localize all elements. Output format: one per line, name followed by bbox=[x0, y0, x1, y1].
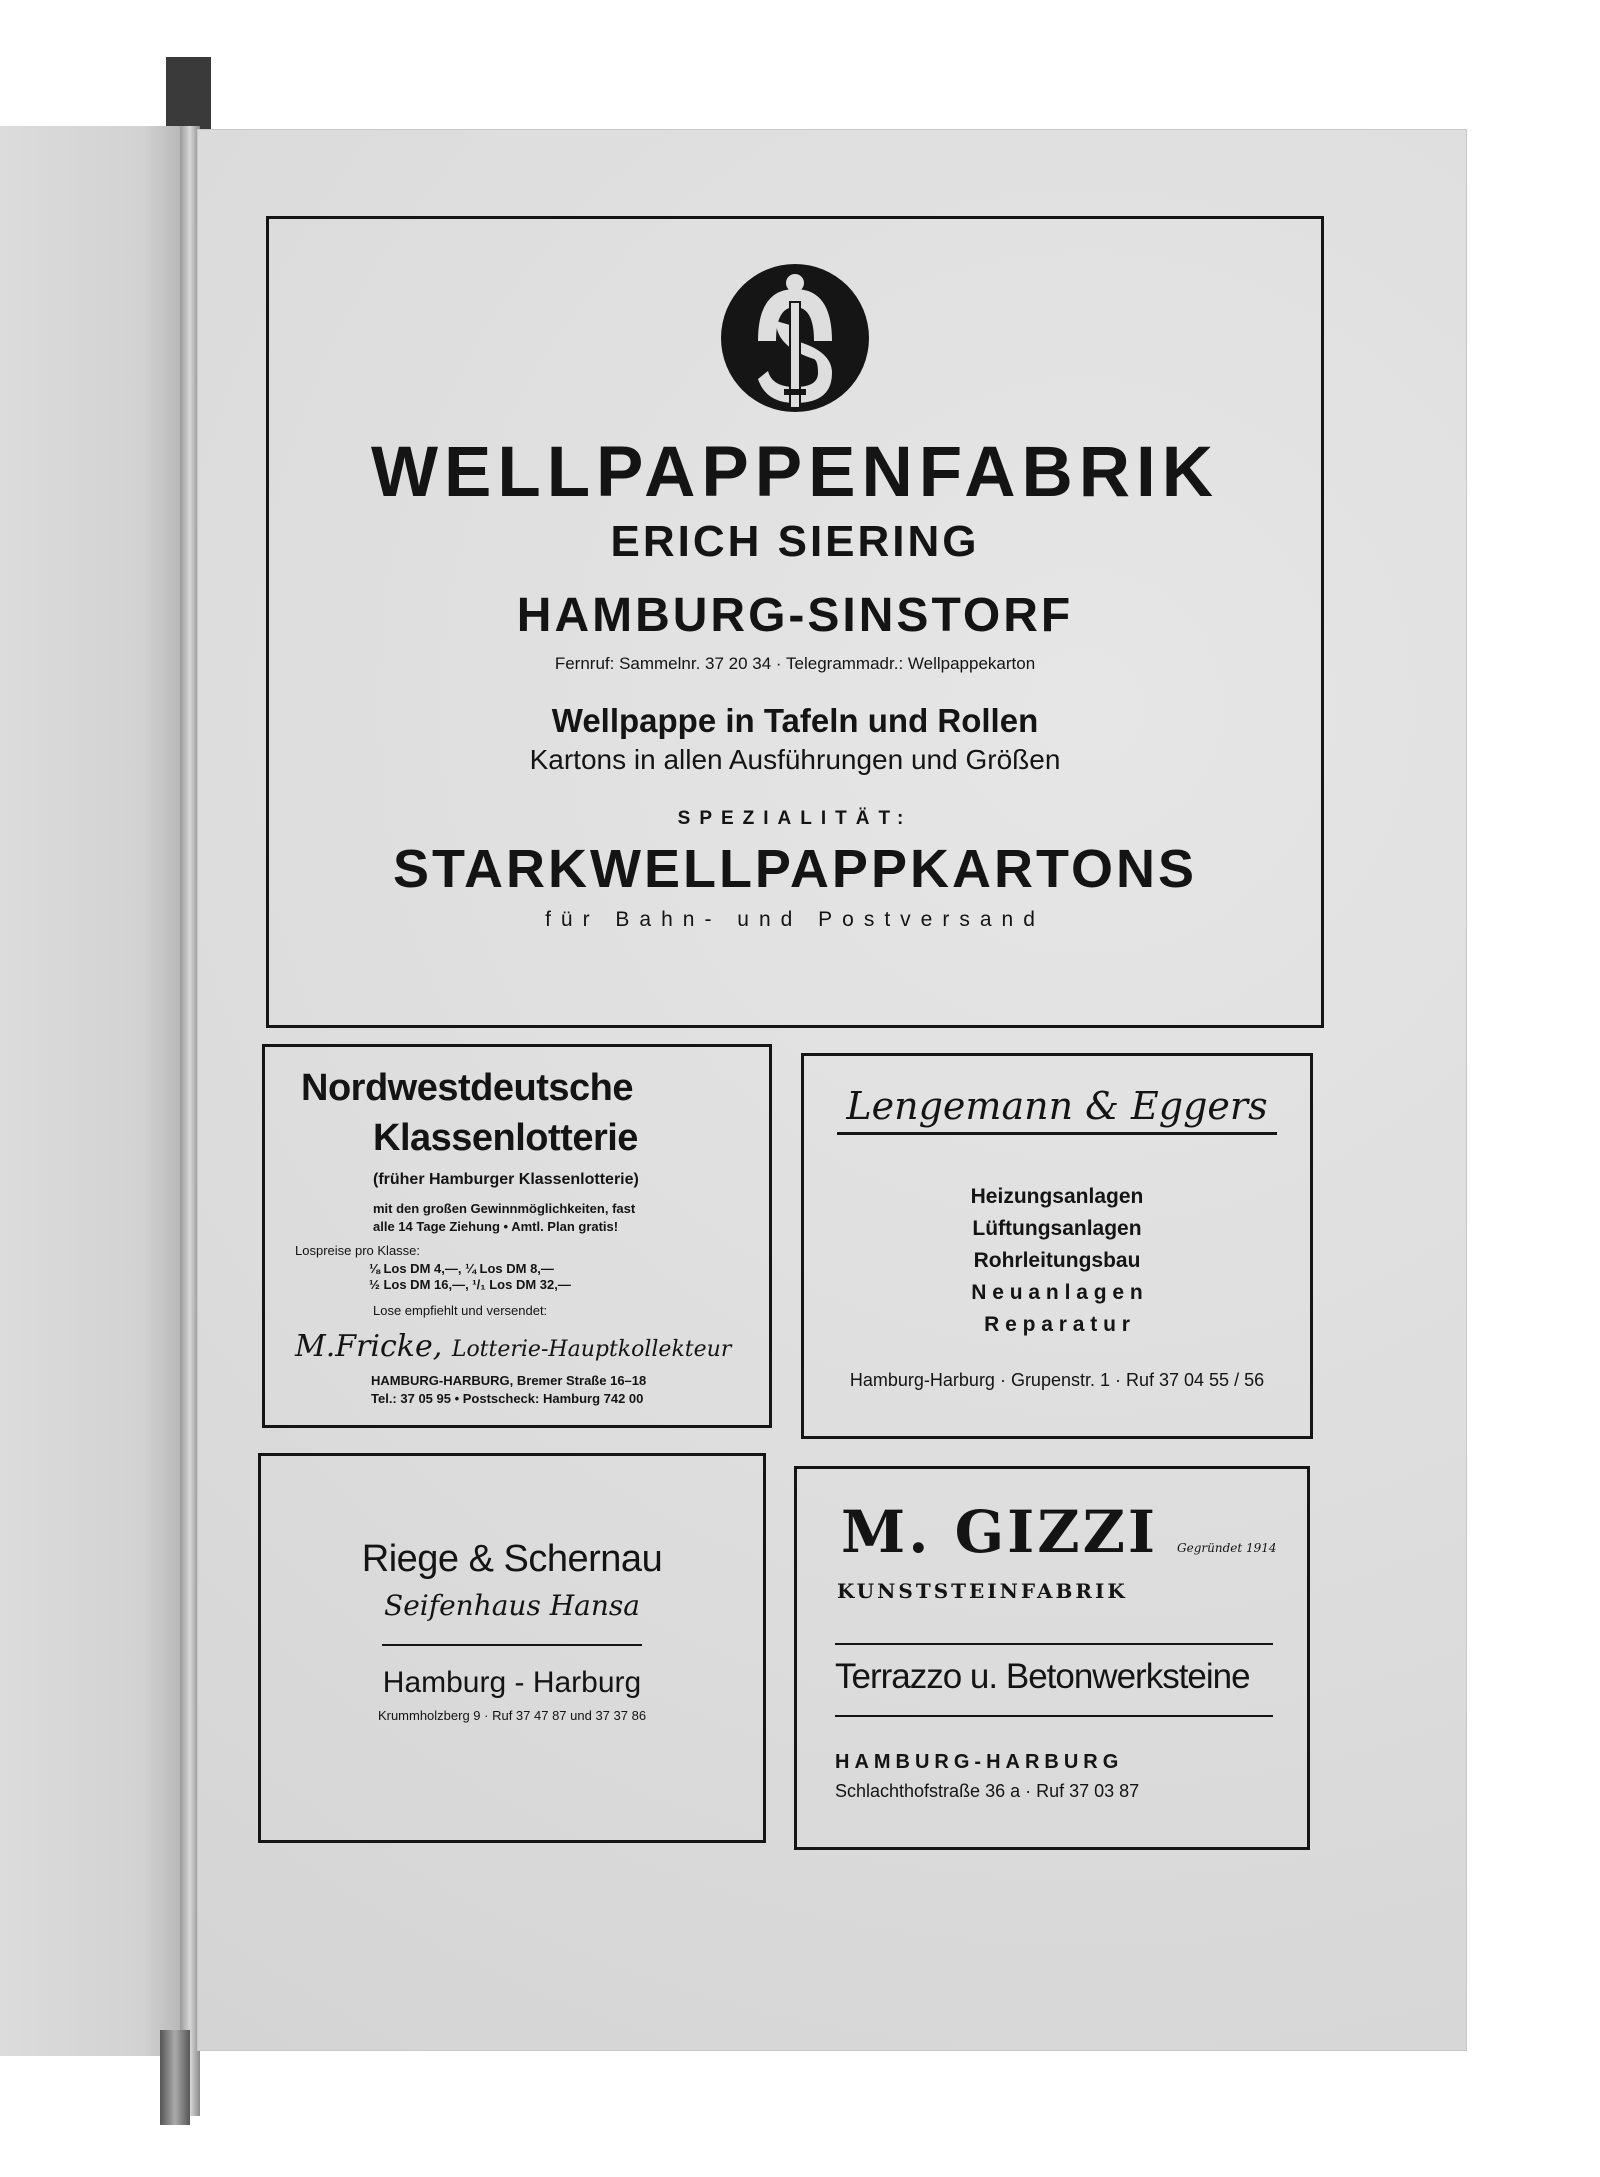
leng-service: Lüftungsanlagen bbox=[972, 1217, 1142, 1240]
ad-klassenlotterie bbox=[262, 1044, 772, 1428]
ad-lengemann-eggers bbox=[801, 1053, 1313, 1439]
leng-service: Heizungsanlagen bbox=[970, 1185, 1144, 1208]
ad-line-1: Wellpappe in Tafeln und Rollen bbox=[551, 702, 1039, 739]
siering-logo-icon bbox=[718, 261, 872, 419]
gizzi-name: M. GIZZI bbox=[841, 1498, 1159, 1566]
ad-city: HAMBURG-SINSTORF bbox=[516, 589, 1074, 642]
leng-service: R e p a r a t u r bbox=[984, 1313, 1130, 1336]
riege-subtitle: Seifenhaus Hansa bbox=[384, 1589, 640, 1622]
lotto-title-1: Nordwestdeutsche bbox=[301, 1067, 633, 1109]
ad-line-2: Kartons in allen Ausführungen und Größen bbox=[529, 744, 1061, 775]
gizzi-subtitle: KUNSTSTEINFABRIK bbox=[837, 1579, 1128, 1603]
lotto-recommend: Lose empfiehlt und versendet: bbox=[373, 1303, 548, 1318]
leng-title: Lengemann & Eggers bbox=[846, 1084, 1268, 1128]
leng-service: Rohrleitungsbau bbox=[973, 1249, 1141, 1272]
ad-special: STARKWELLPAPPKARTONS bbox=[392, 839, 1197, 899]
leng-services bbox=[804, 1181, 1310, 1341]
lotto-prices-label: Lospreise pro Klasse: bbox=[295, 1243, 421, 1258]
lotto-prices-2: ½ Los DM 16,—, ¹/₁ Los DM 32,— bbox=[369, 1277, 571, 1292]
ad-phone: Fernruf: Sammelnr. 37 20 34 · Telegrammadr.: Wellpappekarton bbox=[554, 654, 1036, 673]
lotto-subtitle: (früher Hamburger Klassenlotterie) bbox=[373, 1171, 639, 1188]
lotto-tel: Tel.: 37 05 95 • Postscheck: Hamburg 742 00 bbox=[371, 1391, 644, 1406]
ad-owner: ERICH SIERING bbox=[610, 517, 980, 566]
leng-service: N e u a n l a g e n bbox=[971, 1281, 1143, 1304]
gizzi-rule-top bbox=[835, 1643, 1273, 1645]
book-spine-bottom bbox=[160, 2030, 190, 2125]
left-page-edge bbox=[0, 126, 180, 2056]
gizzi-founded: Gegründet 1914 bbox=[1177, 1541, 1277, 1555]
lotto-signature bbox=[295, 1329, 731, 1364]
riege-title: Riege & Schernau bbox=[361, 1538, 663, 1580]
lotto-address: HAMBURG-HARBURG, Bremer Straße 16–18 bbox=[371, 1373, 647, 1388]
leng-rule bbox=[837, 1132, 1277, 1135]
gizzi-rule-bottom bbox=[835, 1715, 1273, 1717]
riege-address: Krummholzberg 9 · Ruf 37 47 87 und 37 37 86 bbox=[377, 1708, 647, 1723]
gizzi-address: Schlachthofstraße 36 a · Ruf 37 03 87 bbox=[835, 1781, 1140, 1801]
ad-wellpappenfabrik bbox=[266, 216, 1324, 1028]
ad-special-label: SPEZIALITÄT: bbox=[677, 808, 913, 829]
lotto-promo-1: mit den großen Gewinnmöglichkeiten, fast bbox=[373, 1201, 636, 1216]
lotto-title-2: Klassenlotterie bbox=[373, 1117, 638, 1159]
gizzi-city: HAMBURG-HARBURG bbox=[835, 1751, 1124, 1773]
gizzi-product: Terrazzo u. Betonwerksteine bbox=[835, 1657, 1250, 1696]
lotto-sig-name: M.Fricke, bbox=[295, 1329, 443, 1364]
book-gutter bbox=[180, 126, 200, 2116]
ad-title: WELLPAPPENFABRIK bbox=[370, 433, 1220, 512]
riege-rule bbox=[382, 1644, 642, 1646]
lotto-sig-title: Lotterie-Hauptkollekteur bbox=[451, 1337, 732, 1362]
ad-riege-schernau bbox=[258, 1453, 766, 1843]
book-spine-top bbox=[166, 57, 211, 137]
ad-special-note: für Bahn- und Postversand bbox=[545, 908, 1045, 931]
leng-footer: Hamburg-Harburg · Grupenstr. 1 · Ruf 37 04 55 / 56 bbox=[849, 1370, 1265, 1390]
lotto-promo-2: alle 14 Tage Ziehung • Amtl. Plan gratis! bbox=[373, 1219, 619, 1234]
ad-gizzi bbox=[794, 1466, 1310, 1850]
lotto-prices-1: ⅛ Los DM 4,—, ¼ Los DM 8,— bbox=[369, 1261, 554, 1276]
riege-city: Hamburg - Harburg bbox=[382, 1666, 642, 1699]
